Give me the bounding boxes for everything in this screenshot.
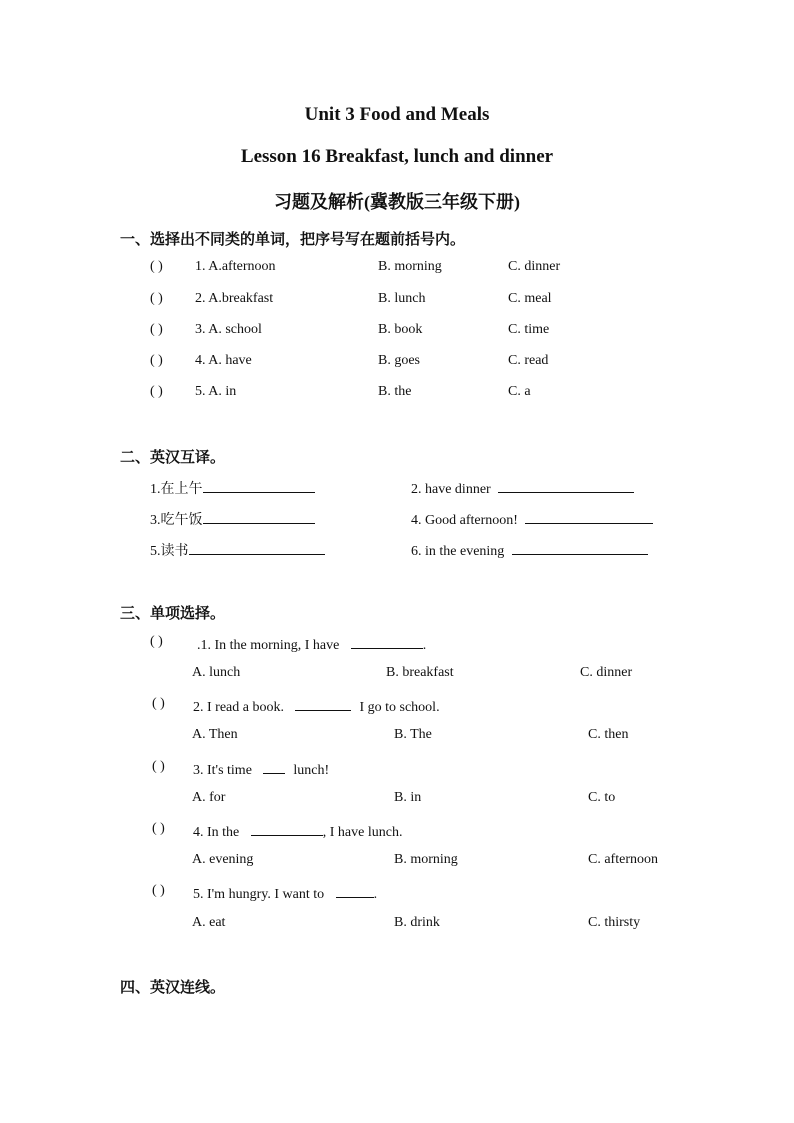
answer-bracket[interactable]: ( ) bbox=[152, 759, 165, 774]
question-text: 4. In the bbox=[193, 825, 240, 840]
s3-options-1 bbox=[0, 665, 794, 687]
s1-row-3 bbox=[0, 322, 794, 344]
option-a: A. eat bbox=[192, 915, 226, 930]
answer-bracket[interactable]: ( ) bbox=[152, 821, 165, 836]
s2-row-3 bbox=[0, 540, 794, 562]
translate-prompt: 6. in the evening bbox=[411, 544, 505, 559]
s3-options-4 bbox=[0, 852, 794, 874]
question-text: .1. In the morning, I have bbox=[197, 638, 340, 653]
question-text-end: . bbox=[373, 887, 378, 902]
answer-blank[interactable] bbox=[512, 540, 648, 555]
answer-bracket[interactable]: ( ) bbox=[150, 291, 163, 306]
option-c: C. time bbox=[508, 322, 550, 337]
question-text: 3. It's time bbox=[193, 763, 252, 778]
translate-prompt: 2. have dinner bbox=[411, 482, 491, 497]
answer-bracket[interactable]: ( ) bbox=[150, 353, 163, 368]
s1-row-2 bbox=[0, 291, 794, 313]
answer-blank[interactable] bbox=[251, 821, 323, 836]
option-a: A. evening bbox=[192, 852, 254, 867]
option-a: 5. A. in bbox=[195, 384, 237, 399]
answer-blank[interactable] bbox=[351, 634, 423, 649]
option-b: B. drink bbox=[394, 915, 440, 930]
s3-question-4 bbox=[0, 821, 794, 843]
answer-bracket[interactable]: ( ) bbox=[152, 696, 165, 711]
option-a: 3. A. school bbox=[195, 322, 262, 337]
option-b: B. breakfast bbox=[386, 665, 454, 680]
option-b: B. lunch bbox=[378, 291, 426, 306]
s3-question-1 bbox=[0, 634, 794, 656]
answer-blank[interactable] bbox=[263, 759, 285, 774]
option-c: C. dinner bbox=[580, 665, 633, 680]
answer-blank[interactable] bbox=[498, 478, 634, 493]
answer-blank[interactable] bbox=[203, 478, 315, 493]
option-c: C. thirsty bbox=[588, 915, 641, 930]
question-text-end: , I have lunch. bbox=[322, 825, 403, 840]
s3-question-5 bbox=[0, 883, 794, 905]
option-b: B. The bbox=[394, 727, 432, 742]
translate-prompt: 3.吃午饭 bbox=[150, 513, 203, 528]
option-a: A. for bbox=[192, 790, 226, 805]
s3-question-2 bbox=[0, 696, 794, 718]
option-c: C. then bbox=[588, 727, 629, 742]
question-text: 5. I'm hungry. I want to bbox=[193, 887, 325, 902]
s1-row-5 bbox=[0, 384, 794, 406]
option-a: 4. A. have bbox=[195, 353, 252, 368]
option-a: 2. A.breakfast bbox=[195, 291, 274, 306]
s3-question-3 bbox=[0, 759, 794, 781]
option-b: B. morning bbox=[378, 259, 442, 274]
section4-heading: 四、英汉连线。 bbox=[120, 980, 226, 996]
option-b: B. morning bbox=[394, 852, 458, 867]
section2-heading: 二、英汉互译。 bbox=[120, 450, 226, 466]
answer-bracket[interactable]: ( ) bbox=[150, 384, 163, 399]
lesson-title: Lesson 16 Breakfast, lunch and dinner bbox=[240, 146, 554, 167]
answer-blank[interactable] bbox=[295, 696, 351, 711]
s2-row-2 bbox=[0, 509, 794, 531]
answer-bracket[interactable]: ( ) bbox=[150, 634, 163, 649]
question-text-end: . bbox=[422, 638, 427, 653]
unit-title: Unit 3 Food and Meals bbox=[304, 104, 490, 125]
option-c: C. a bbox=[508, 384, 531, 399]
s3-options-5 bbox=[0, 915, 794, 937]
option-c: C. read bbox=[508, 353, 549, 368]
s3-options-2 bbox=[0, 727, 794, 749]
option-c: C. dinner bbox=[508, 259, 561, 274]
question-text-end: I go to school. bbox=[359, 700, 440, 715]
option-c: C. meal bbox=[508, 291, 552, 306]
option-c: C. afternoon bbox=[588, 852, 658, 867]
option-c: C. to bbox=[588, 790, 616, 805]
answer-bracket[interactable]: ( ) bbox=[150, 322, 163, 337]
answer-blank[interactable] bbox=[189, 540, 325, 555]
question-text: 2. I read a book. bbox=[193, 700, 284, 715]
answer-blank[interactable] bbox=[203, 509, 315, 524]
section1-heading: 一、选择出不同类的单词，把序号写在题前括号内。 bbox=[120, 232, 466, 248]
option-a: A. lunch bbox=[192, 665, 241, 680]
option-b: B. the bbox=[378, 384, 412, 399]
s2-row-1 bbox=[0, 478, 794, 500]
option-b: B. goes bbox=[378, 353, 420, 368]
translate-prompt: 4. Good afternoon! bbox=[411, 513, 518, 528]
option-b: B. book bbox=[378, 322, 423, 337]
question-text-end: lunch! bbox=[293, 763, 330, 778]
option-a: A. Then bbox=[192, 727, 238, 742]
option-b: B. in bbox=[394, 790, 422, 805]
s1-row-4 bbox=[0, 353, 794, 375]
answer-blank[interactable] bbox=[336, 883, 374, 898]
answer-bracket[interactable]: ( ) bbox=[152, 883, 165, 898]
translate-prompt: 1.在上午 bbox=[150, 482, 203, 497]
option-a: 1. A.afternoon bbox=[195, 259, 276, 274]
answer-bracket[interactable]: ( ) bbox=[150, 259, 163, 274]
worksheet-subtitle: 习题及解析(冀教版三年级下册) bbox=[274, 192, 520, 212]
answer-blank[interactable] bbox=[525, 509, 653, 524]
translate-prompt: 5.读书 bbox=[150, 544, 189, 559]
section3-heading: 三、单项选择。 bbox=[120, 606, 226, 622]
s1-row-1 bbox=[0, 259, 794, 281]
s3-options-3 bbox=[0, 790, 794, 812]
